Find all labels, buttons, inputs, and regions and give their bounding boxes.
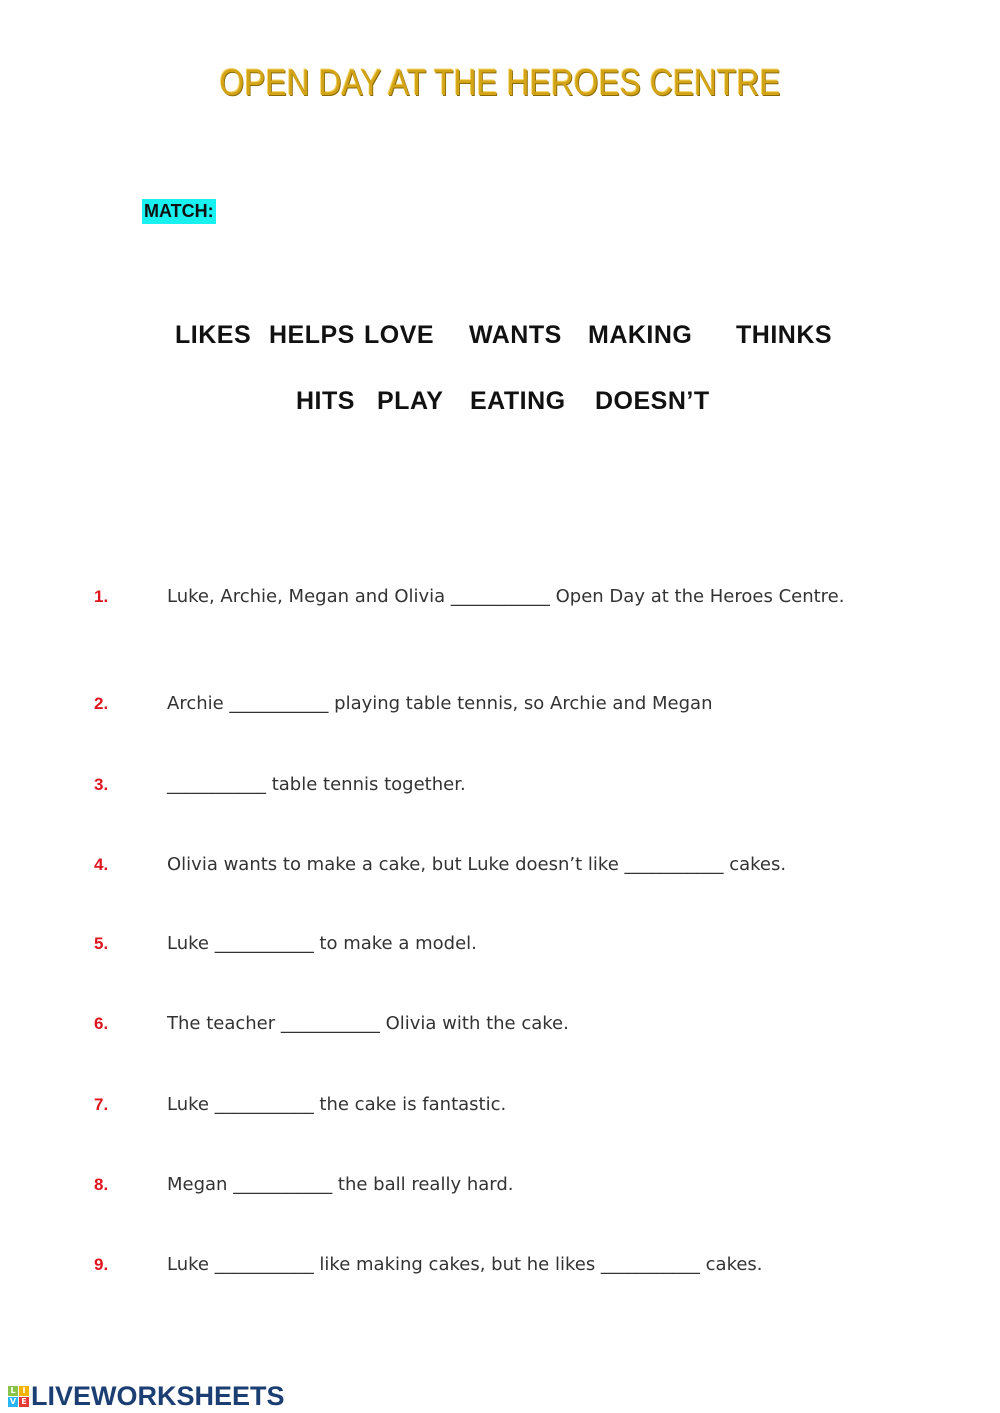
question-text: Luke ___________ the cake is fantastic.	[167, 1094, 507, 1115]
question-number: 2.	[94, 694, 109, 713]
word-doesnt: DOESN’T	[595, 387, 710, 415]
question-number: 6.	[94, 1014, 109, 1033]
question-number: 9.	[94, 1255, 109, 1274]
question-number: 3.	[94, 775, 109, 794]
word-play: PLAY	[377, 387, 444, 415]
question-number: 4.	[94, 855, 109, 874]
liveworksheets-logo[interactable]	[8, 1381, 285, 1412]
logo-blocks-icon	[8, 1386, 29, 1407]
question-text: The teacher ___________ Olivia with the cake.	[167, 1013, 569, 1034]
logo-letter: E	[19, 1397, 29, 1407]
logo-text: LIVEWORKSHEETS	[31, 1381, 285, 1411]
question-text: Megan ___________ the ball really hard.	[167, 1174, 514, 1195]
question-number: 7.	[94, 1095, 109, 1114]
question-number: 1.	[94, 587, 109, 606]
word-eating: EATING	[470, 387, 566, 415]
logo-letter: V	[9, 1397, 17, 1406]
question-text: Luke, Archie, Megan and Olivia ___________ Open Day at the Heroes Centre.	[167, 586, 845, 607]
question-number: 8.	[94, 1175, 109, 1194]
question-number: 5.	[94, 934, 109, 953]
word-likes: LIKES	[175, 321, 252, 349]
logo-letter: I	[19, 1386, 29, 1396]
word-making: MAKING	[588, 321, 693, 349]
worksheet-title: OPEN DAY AT THE HEROES CENTRE	[219, 62, 781, 103]
question-text: Luke ___________ to make a model.	[167, 933, 477, 954]
question-text: Olivia wants to make a cake, but Luke doesn’t like ___________ cakes.	[167, 854, 787, 875]
word-thinks: THINKS	[736, 321, 833, 349]
question-text: ___________ table tennis together.	[167, 774, 466, 795]
word-helps: HELPS	[269, 321, 355, 349]
word-hits: HITS	[296, 387, 355, 415]
question-text: Archie ___________ playing table tennis, so Archie and Megan	[167, 693, 713, 714]
word-love: LOVE	[364, 321, 435, 349]
instruction-label: MATCH:	[142, 199, 216, 224]
question-text: Luke ___________ like making cakes, but he likes ___________ cakes.	[167, 1254, 763, 1275]
word-wants: WANTS	[469, 321, 562, 349]
logo-letter: L	[8, 1386, 18, 1396]
